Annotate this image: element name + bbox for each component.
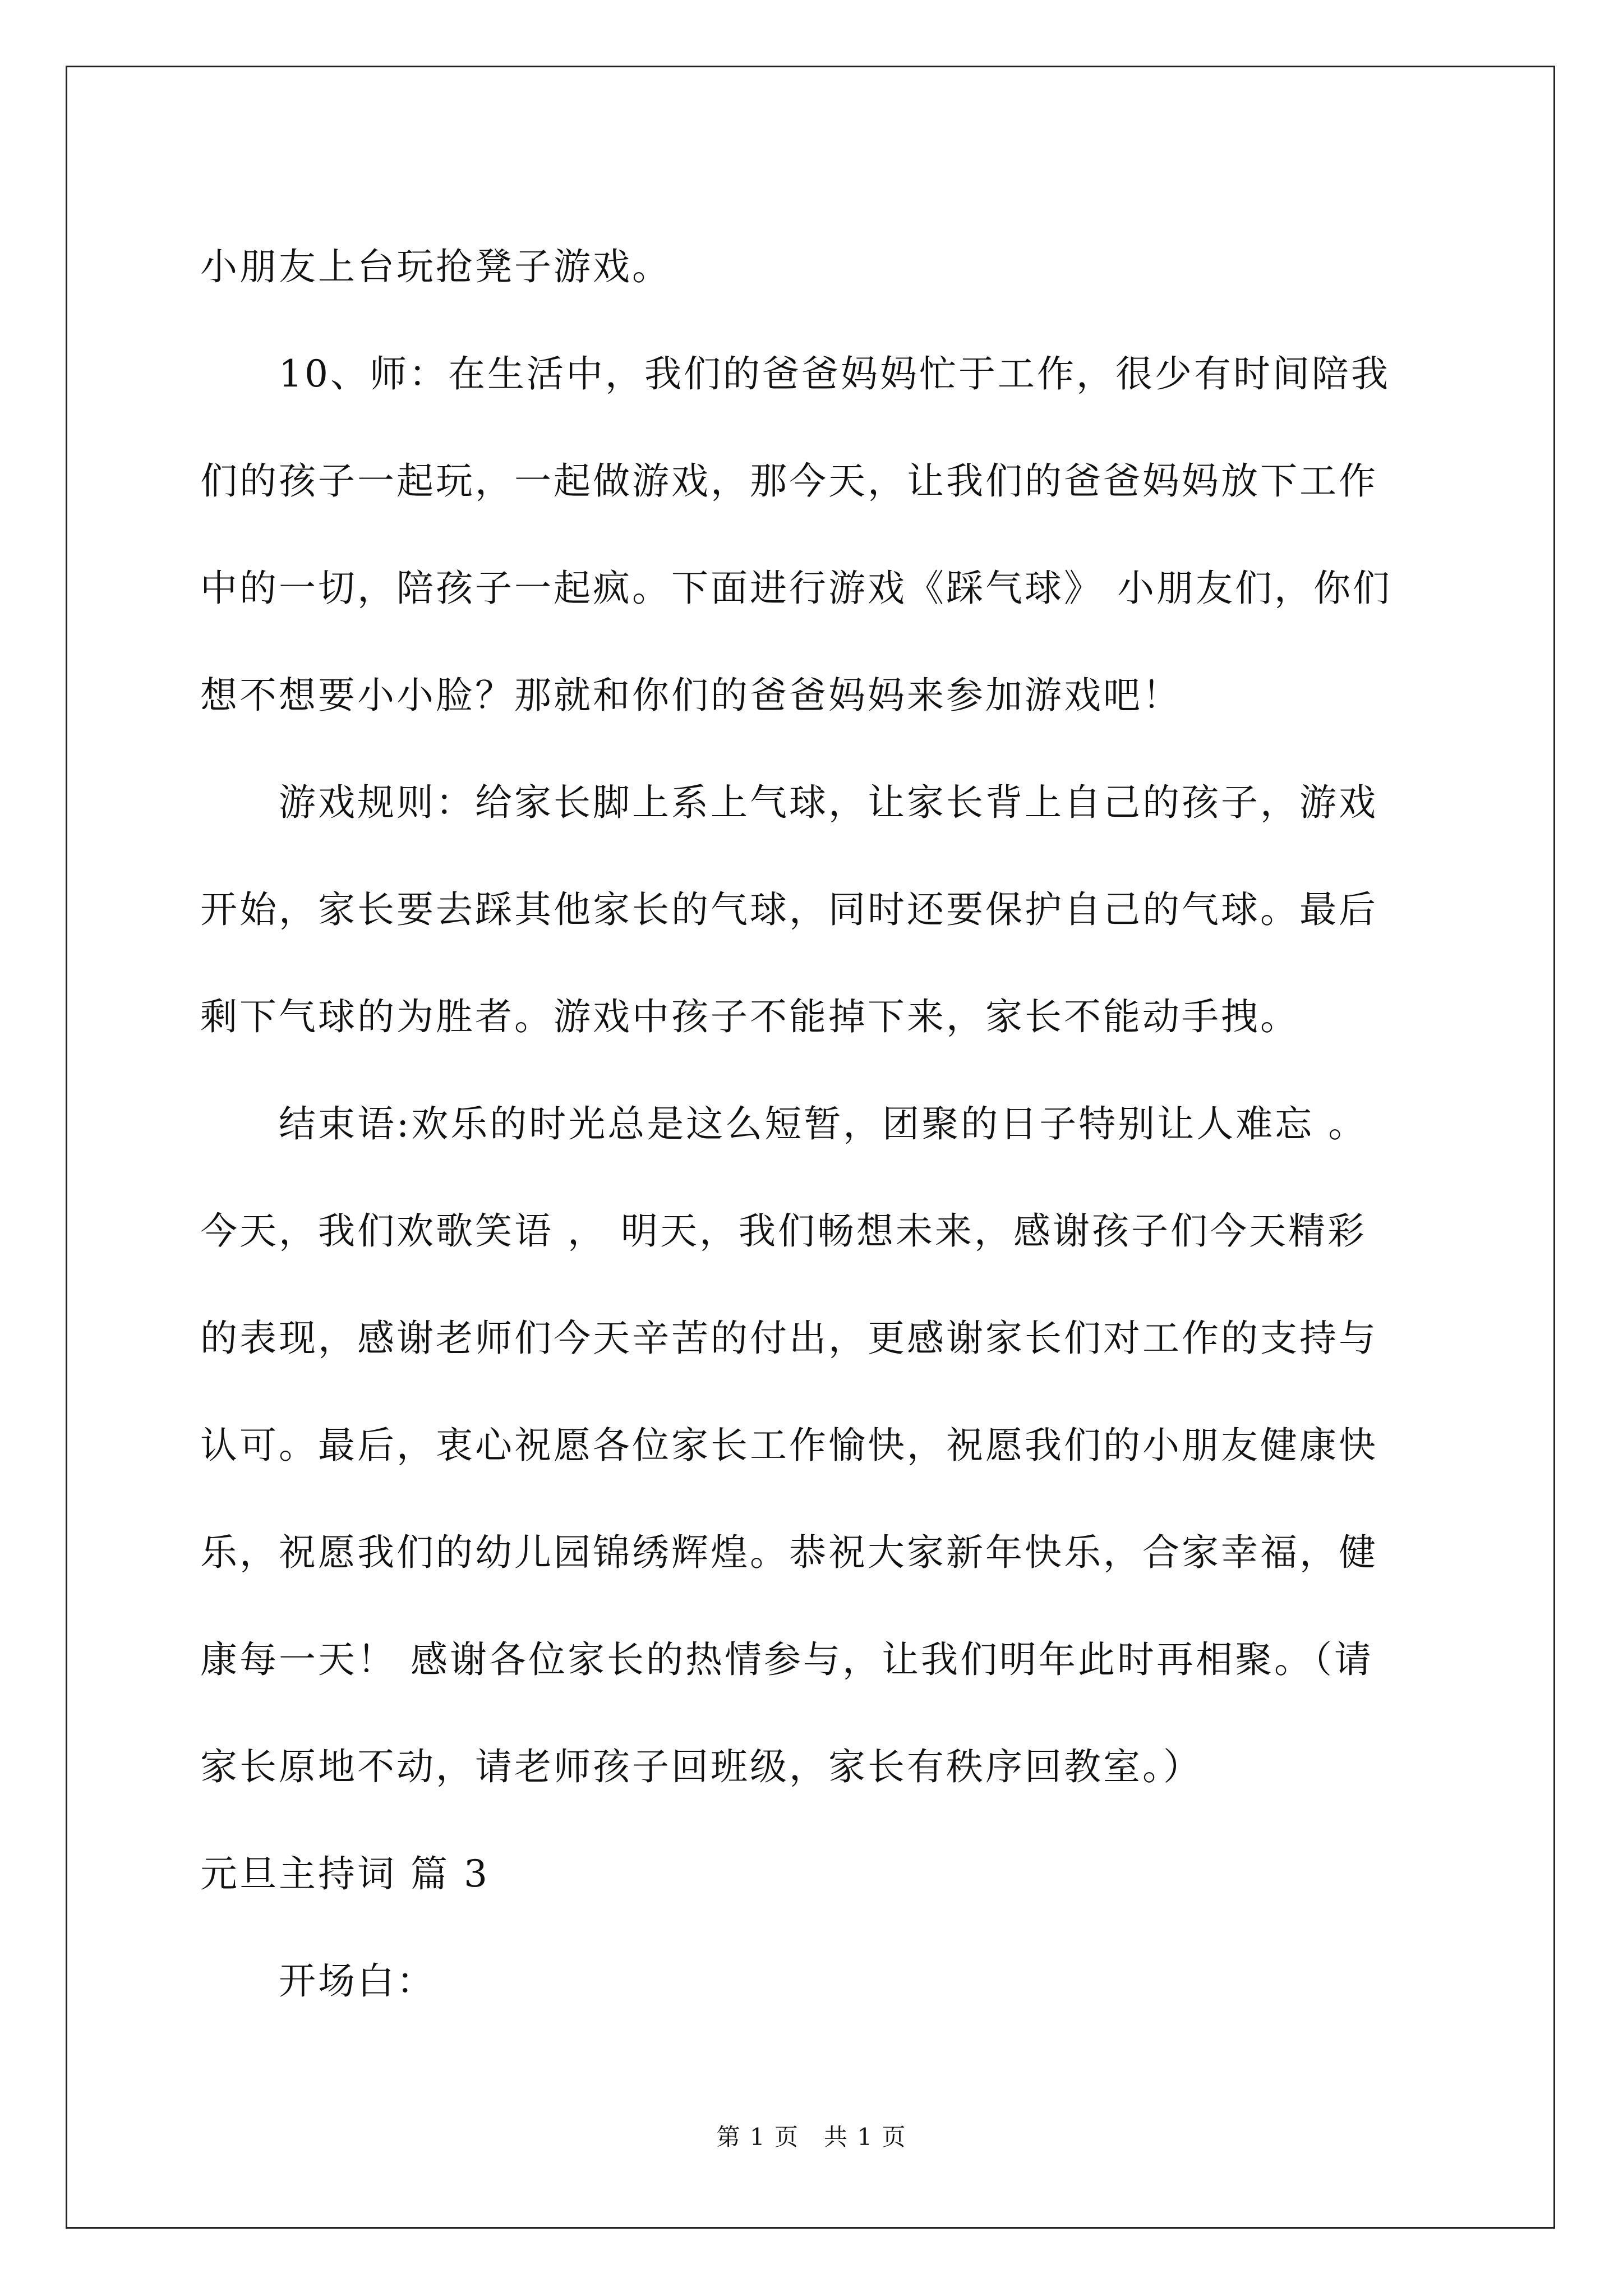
section-heading: 元旦主持词 篇 3	[200, 1852, 490, 1895]
text-line-17: 开场白：	[279, 1959, 436, 2003]
text-line-11: 的表现，感谢老师们今天辛苦的付出，更感谢家长们对工作的支持与	[200, 1317, 1378, 1360]
text-line-3: 们的孩子一起玩，一起做游戏，那今天，让我们的爸爸妈妈放下工作	[200, 459, 1378, 503]
text-line-5: 想不想要小小脸？那就和你们的爸爸妈妈来参加游戏吧！	[200, 674, 1182, 717]
text-line-4: 中的一切，陪孩子一起疯。下面进行游戏《踩气球》 小朋友们，你们	[200, 567, 1392, 610]
document-body	[200, 213, 1434, 2035]
text-line-9: 结束语:欢乐的时光总是这么短暂，团聚的日子特别让人难忘 。	[279, 1102, 1368, 1145]
text-line-14: 康每一天！ 感谢各位家长的热情参与，让我们明年此时再相聚。（请	[200, 1638, 1373, 1681]
text-line-1: 小朋友上台玩抢凳子游戏。	[200, 245, 671, 288]
text-line-7: 开始，家长要去踩其他家长的气球，同时还要保护自己的气球。最后	[200, 888, 1378, 931]
text-line-8: 剩下气球的为胜者。游戏中孩子不能掉下来，家长不能动手拽。	[200, 995, 1299, 1038]
text-line-15: 家长原地不动，请老师孩子回班级，家长有秩序回教室。）	[200, 1745, 1202, 1788]
text-line-12: 认可。最后，衷心祝愿各位家长工作愉快，祝愿我们的小朋友健康快	[200, 1424, 1378, 1467]
page-footer: 第 1 页 共 1 页	[716, 2123, 907, 2151]
text-line-10: 今天，我们欢歌笑语 ， 明天，我们畅想未来，感谢孩子们今天精彩	[200, 1209, 1367, 1253]
text-line-2: 10、师：在生活中，我们的爸爸妈妈忙于工作，很少有时间陪我	[279, 352, 1390, 395]
text-line-13: 乐，祝愿我们的幼儿园锦绣辉煌。恭祝大家新年快乐，合家幸福，健	[200, 1531, 1378, 1574]
text-line-6: 游戏规则：给家长脚上系上气球，让家长背上自己的孩子，游戏	[279, 781, 1378, 824]
